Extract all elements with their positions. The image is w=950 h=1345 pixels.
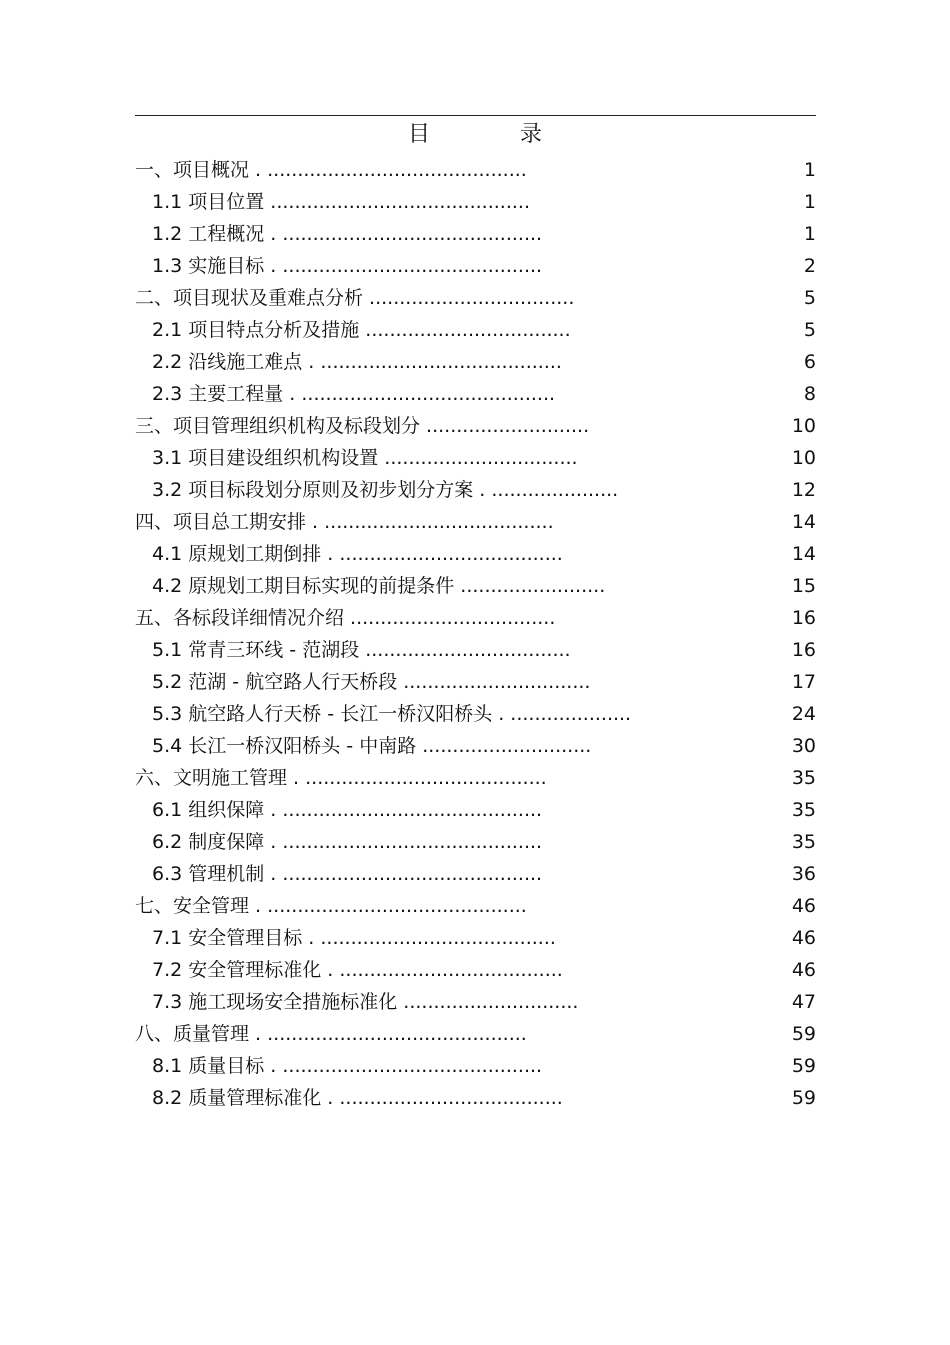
toc-entry[interactable] [135, 346, 816, 378]
toc-entry-page: 15 [791, 575, 816, 597]
toc-entry[interactable] [135, 154, 816, 186]
toc-entry-label: 6.3 管理机制 . ........................................... [152, 863, 543, 885]
toc-entry[interactable] [135, 826, 816, 858]
toc-entry[interactable] [135, 570, 816, 602]
toc-entry-label: 一、项目概况 . ........................................... [135, 159, 527, 181]
toc-entry-page: 16 [791, 607, 816, 629]
toc-entry-label: 2.1 项目特点分析及措施 .................................. [152, 319, 571, 341]
table-of-contents [135, 154, 816, 1114]
toc-entry-page: 46 [791, 959, 816, 981]
toc-entry-page: 46 [791, 895, 816, 917]
toc-entry[interactable] [135, 1018, 816, 1050]
toc-entry-page: 24 [791, 703, 816, 725]
toc-entry[interactable] [135, 666, 816, 698]
toc-entry[interactable] [135, 410, 816, 442]
toc-entry-label: 6.2 制度保障 . ........................................... [152, 831, 543, 853]
toc-entry-page: 6 [803, 351, 816, 373]
toc-entry-label: 7.1 安全管理目标 . ....................................... [152, 927, 556, 949]
toc-entry-label: 4.2 原规划工期目标实现的前提条件 ........................ [152, 575, 606, 597]
toc-entry-page: 46 [791, 927, 816, 949]
toc-entry[interactable] [135, 634, 816, 666]
toc-entry[interactable] [135, 474, 816, 506]
toc-entry-page: 12 [791, 479, 816, 501]
toc-entry[interactable] [135, 602, 816, 634]
toc-entry-label: 5.4 长江一桥汉阳桥头 - 中南路 ............................ [152, 735, 592, 757]
toc-entry[interactable] [135, 442, 816, 474]
toc-entry-label: 四、项目总工期安排 . ...................................... [135, 511, 554, 533]
toc-entry-label: 8.2 质量管理标准化 . ..................................... [152, 1087, 563, 1109]
toc-entry-label: 2.2 沿线施工难点 . ........................................ [152, 351, 562, 373]
toc-entry-label: 五、各标段详细情况介绍 .................................. [135, 607, 556, 629]
toc-entry-page: 10 [791, 447, 816, 469]
toc-entry[interactable] [135, 730, 816, 762]
toc-entry-page: 5 [803, 319, 816, 341]
toc-title: 目 录 [407, 122, 576, 147]
toc-entry-page: 59 [791, 1023, 816, 1045]
toc-entry[interactable] [135, 218, 816, 250]
toc-entry-label: 7.3 施工现场安全措施标准化 ............................. [152, 991, 579, 1013]
toc-entry-label: 3.2 项目标段划分原则及初步划分方案 . ..................... [152, 479, 619, 501]
toc-entry-label: 6.1 组织保障 . ........................................... [152, 799, 543, 821]
header-rule [135, 115, 816, 116]
toc-entry-page: 1 [803, 159, 816, 181]
toc-entry-label: 三、项目管理组织机构及标段划分 ........................... [135, 415, 590, 437]
toc-entry-page: 17 [791, 671, 816, 693]
toc-entry[interactable] [135, 314, 816, 346]
toc-entry-label: 六、文明施工管理 . ........................................ [135, 767, 547, 789]
toc-entry-label: 7.2 安全管理标准化 . ..................................... [152, 959, 563, 981]
toc-entry-page: 2 [803, 255, 816, 277]
toc-entry[interactable] [135, 1082, 816, 1114]
toc-entry-page: 36 [791, 863, 816, 885]
toc-entry[interactable] [135, 186, 816, 218]
toc-entry[interactable] [135, 954, 816, 986]
toc-entry-label: 3.1 项目建设组织机构设置 ................................ [152, 447, 578, 469]
toc-entry-page: 59 [791, 1055, 816, 1077]
toc-entry[interactable] [135, 506, 816, 538]
toc-entry-page: 35 [791, 799, 816, 821]
toc-entry-label: 八、质量管理 . ........................................... [135, 1023, 527, 1045]
toc-entry-page: 35 [791, 831, 816, 853]
toc-entry-label: 2.3 主要工程量 . .......................................... [152, 383, 556, 405]
toc-entry-page: 16 [791, 639, 816, 661]
toc-entry-page: 1 [803, 223, 816, 245]
toc-entry-label: 1.2 工程概况 . ........................................... [152, 223, 543, 245]
toc-entry-page: 10 [791, 415, 816, 437]
toc-entry[interactable] [135, 922, 816, 954]
toc-entry[interactable] [135, 250, 816, 282]
toc-entry[interactable] [135, 1050, 816, 1082]
toc-entry-label: 4.1 原规划工期倒排 . ..................................... [152, 543, 563, 565]
toc-entry-label: 8.1 质量目标 . ........................................... [152, 1055, 543, 1077]
toc-entry-page: 8 [803, 383, 816, 405]
toc-entry-label: 5.1 常青三环线 - 范湖段 .................................. [152, 639, 571, 661]
toc-entry-label: 七、安全管理 . ........................................... [135, 895, 527, 917]
toc-entry-page: 14 [791, 543, 816, 565]
toc-entry-page: 5 [803, 287, 816, 309]
toc-entry-label: 1.1 项目位置 ........................................... [152, 191, 530, 213]
toc-entry-label: 1.3 实施目标 . ........................................... [152, 255, 543, 277]
toc-entry-label: 5.3 航空路人行天桥 - 长江一桥汉阳桥头 . .................... [152, 703, 632, 725]
toc-entry[interactable] [135, 858, 816, 890]
toc-entry-page: 14 [791, 511, 816, 533]
toc-entry-label: 5.2 范湖 - 航空路人行天桥段 ............................... [152, 671, 591, 693]
toc-entry-page: 47 [791, 991, 816, 1013]
toc-entry[interactable] [135, 378, 816, 410]
toc-entry-label: 二、项目现状及重难点分析 .................................. [135, 287, 575, 309]
toc-entry[interactable] [135, 986, 816, 1018]
toc-entry[interactable] [135, 282, 816, 314]
toc-entry-page: 30 [791, 735, 816, 757]
toc-entry-page: 1 [803, 191, 816, 213]
toc-entry[interactable] [135, 890, 816, 922]
toc-entry-page: 35 [791, 767, 816, 789]
toc-entry-page: 59 [791, 1087, 816, 1109]
toc-entry[interactable] [135, 698, 816, 730]
toc-entry[interactable] [135, 762, 816, 794]
toc-entry[interactable] [135, 538, 816, 570]
toc-entry[interactable] [135, 794, 816, 826]
